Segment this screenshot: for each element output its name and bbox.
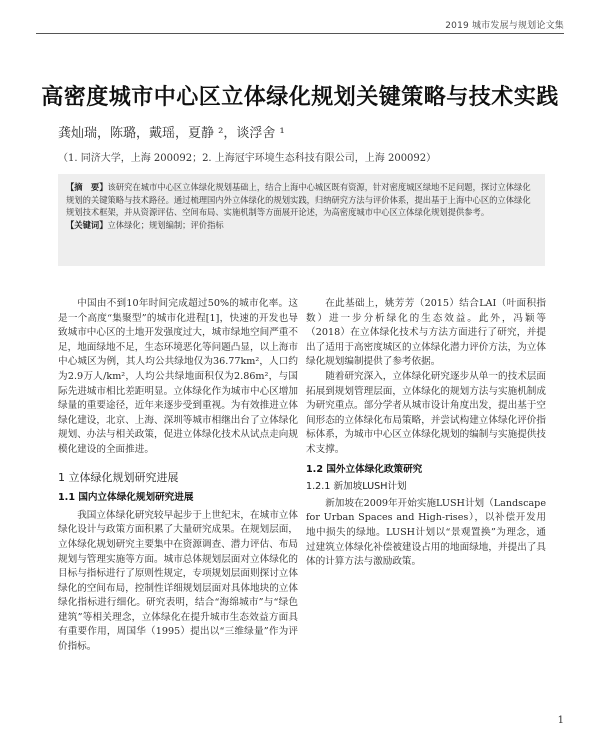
paper-title: 高密度城市中心区立体绿化规划关键策略与技术实践 xyxy=(41,85,559,110)
paragraph-right-1: 在此基础上，姚芳芳（2015）结合LAI（叶面积指数）进一步分析绿化的生态效益。此外，冯颖等（2018）在立体绿化技术与方法方面进行了研究，并提出了适用于高密度城区的立体绿化潜力评价方法，为立体绿化规划编制提供了参考依据。 xyxy=(306,298,546,368)
keywords-label: 【关键词】 xyxy=(66,219,108,230)
affiliation: （1. 同济大学，上海 200092；2. 上海冠宇环境生态科技有限公司，上海 200092） xyxy=(58,153,437,164)
authors: 龚灿瑞，陈璐，戴瑶，夏静 ²，谈浮舍 ¹ xyxy=(58,126,285,141)
left-column xyxy=(58,297,298,655)
subsubsection-heading-1-2-1: 1.2.1 新加坡LUSH计划 xyxy=(306,481,407,493)
abstract-box xyxy=(58,174,545,266)
abstract-label: 【摘 要】 xyxy=(66,182,108,192)
page-number: 1 xyxy=(557,715,564,726)
abstract-text: 该研究在城市中心区立体绿化规划基础上，结合上海中心城区既有资源，针对密度城区绿地不足问题，探讨立体绿化规划的关键策略与技术路径。通过梳理国内外立体绿化的规划实践，归纳研究方法与评价体系，提出基于上海中心区的立体绿化规划技术框架，并从资源评估、空间布局、实施机制等方面展开论述，为高密度城市中心区立体绿化规划提供参考。 xyxy=(66,182,531,218)
subsection-heading-1-2: 1.2 国外立体绿化政策研究 xyxy=(306,463,423,475)
subsection-heading-1-1: 1.1 国内立体绿化规划研究进展 xyxy=(58,492,194,504)
intro-paragraph: 中国由不到10年时间完成超过50%的城市化率。这是一个高度“集聚型”的城市化进程[1]，快速的开发也导致城市中心区的土地开发强度过大，城市绿地空间严重不足，地面绿地不足，生态环境恶化等问题凸显，以上海市中心城区为例，其人均公共绿地仅为36.77km²，人口约为2.9万人/km²，人均公共绿地面积仅为2.86m²，与国际先进城市相比差距明显。立体绿化作为城市中心区增加绿量的重要途径，近年来逐步受到重视。为有效推进立体绿化建设，北京、上海、深圳等城市相继出台了立体绿化规划、办法与相关政策，促进立体绿化技术从试点走向规模化建设的全面推进。 xyxy=(58,298,298,455)
header-rule xyxy=(36,33,564,34)
journal-title: 2019 城市发展与规划论文集 xyxy=(445,21,564,31)
running-header xyxy=(36,18,564,32)
paragraph-1-1: 我国立体绿化研究较早起步于上世纪末，在城市立体绿化设计与政策方面积累了大量研究成果。在规划层面，立体绿化规划研究主要集中在资源调查、潜力评估、布局规划与管理实施等方面。城市总体规划层面对立体绿化的目标与指标进行了原则性规定，专项规划层面则探讨立体绿化的空间布局，控制性详细规划层面对具体地块的立体绿化指标进行细化。研究表明，结合“海绵城市”与“绿色建筑”等相关理念，立体绿化在提升城市生态效益方面具有重要作用，周国华（1995）提出以“三维绿量”作为评价指标。 xyxy=(58,509,298,653)
paragraph-right-3: 新加坡在2009年开始实施LUSH计划（Landscape for Urban Spaces and High-rises），以补偿开发用地中损失的绿地。LUSH计划以“景观置换”为理念，通过建筑立体绿化补偿被建设占用的地面绿地，并提出了具体的计算方法与激励政策。 xyxy=(306,497,546,568)
right-column xyxy=(306,297,546,570)
paragraph-right-2: 随着研究深入，立体绿化研究逐步从单一的技术层面拓展到规划管理层面，立体绿化的规划方法与实施机制成为研究重点。部分学者从城市设计角度出发，提出基于空间形态的立体绿化布局策略，并尝试构建立体绿化评价指标体系，为城市中心区立体绿化规划的编制与实施提供技术支撑。 xyxy=(306,370,546,455)
keywords: 立体绿化；规划编制；评价指标 xyxy=(107,219,224,230)
section-heading-1: 1 立体绿化规划研究进展 xyxy=(58,470,179,484)
